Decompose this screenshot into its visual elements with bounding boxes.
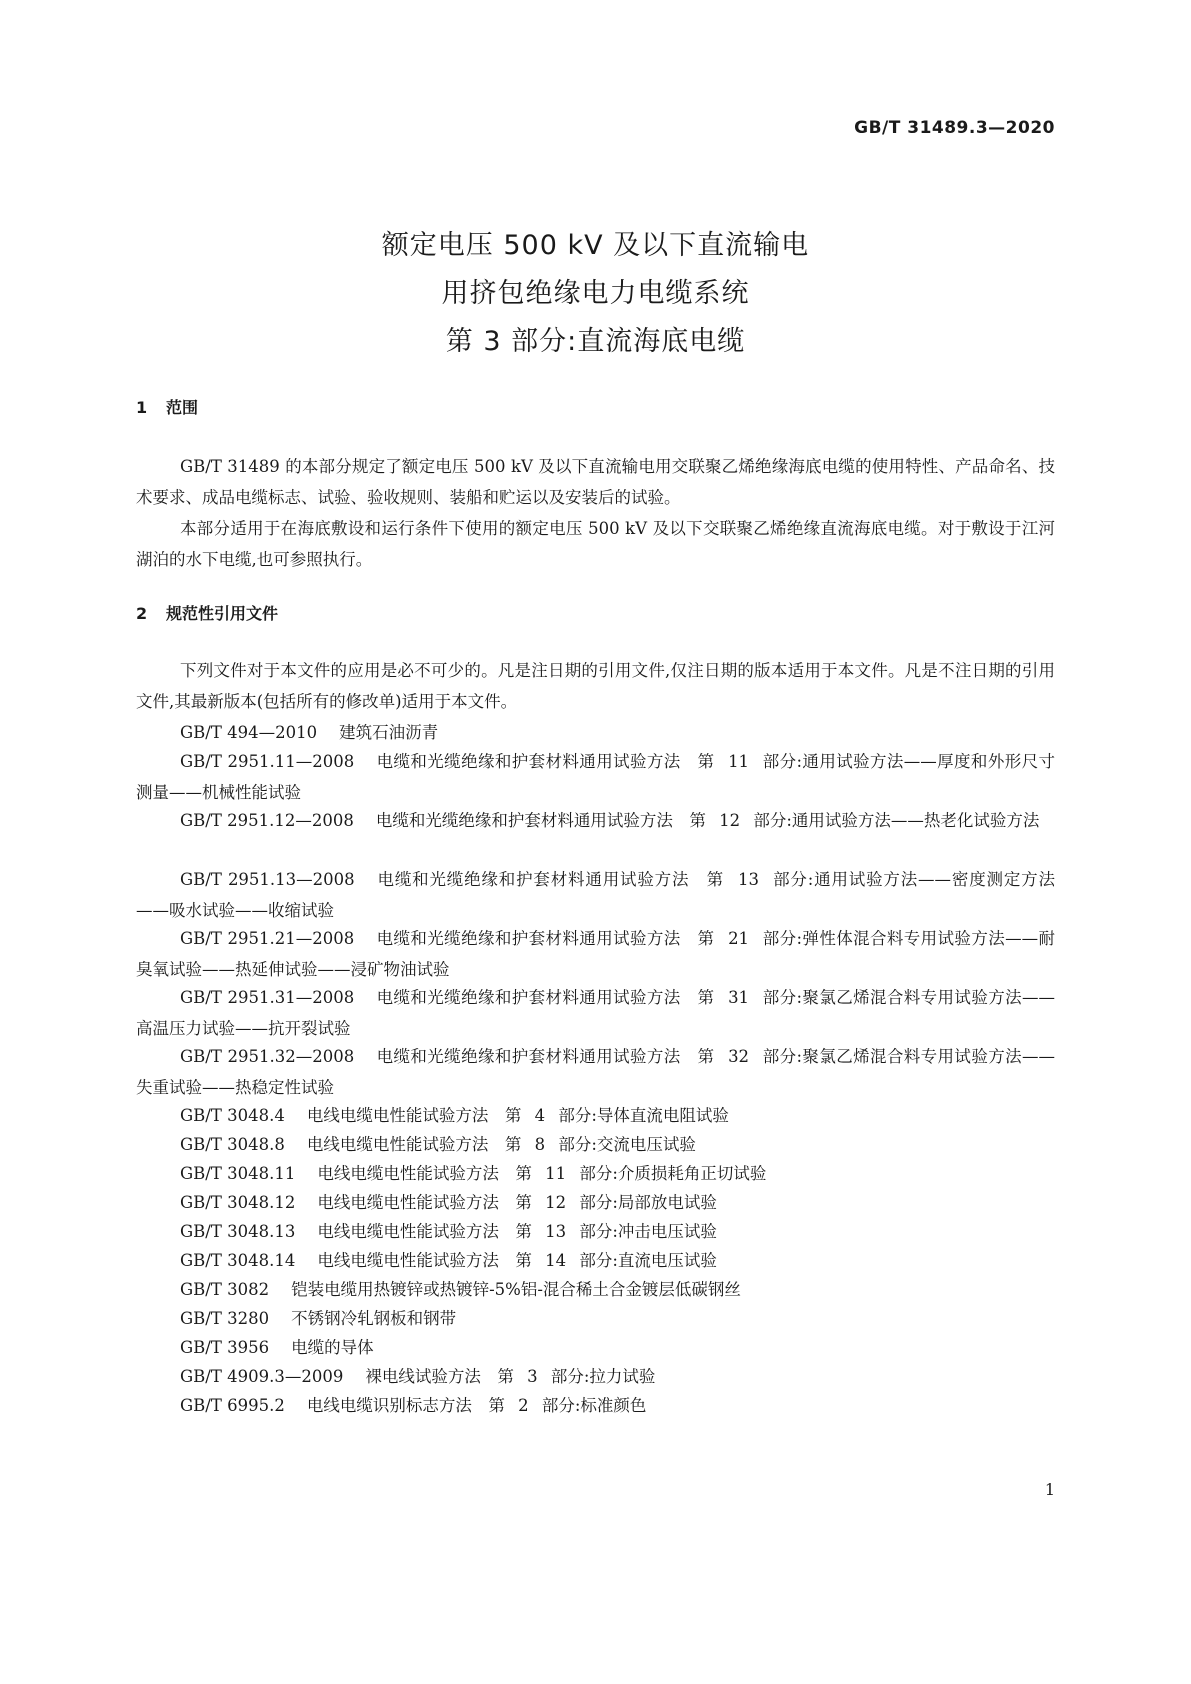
reference-title: 电线电缆电性能试验方法 第 8 部分:交流电压试验 — [306, 1135, 696, 1154]
reference-title: 电线电缆电性能试验方法 第 13 部分:冲击电压试验 — [317, 1222, 717, 1241]
reference-title: 电缆和光缆绝缘和护套材料通用试验方法 第 31 部分:聚氯乙烯混合料专用试验方法——高温压力试验——抗开裂试验 — [136, 988, 1055, 1038]
reference-title: 电线电缆电性能试验方法 第 11 部分:介质损耗角正切试验 — [317, 1164, 767, 1183]
title-line-3: 第 3 部分:直流海底电缆 — [445, 326, 746, 357]
reference-title: 不锈钢冷轧钢板和钢带 — [291, 1309, 457, 1328]
reference-code: GB/T 3048.11 — [180, 1164, 296, 1183]
document-title — [0, 222, 1191, 366]
reference-item — [136, 1361, 1055, 1392]
reference-title: 裸电线试验方法 第 3 部分:拉力试验 — [365, 1367, 656, 1386]
reference-item — [136, 1187, 1055, 1218]
section-number: 2 — [136, 604, 148, 623]
reference-code: GB/T 3956 — [180, 1338, 270, 1357]
reference-title: 电线电缆电性能试验方法 第 12 部分:局部放电试验 — [317, 1193, 717, 1212]
reference-title: 建筑石油沥青 — [339, 723, 439, 742]
reference-item — [136, 1041, 1055, 1103]
reference-code: GB/T 2951.13—2008 — [180, 870, 355, 889]
reference-item — [136, 1303, 1055, 1334]
reference-item — [136, 1100, 1055, 1131]
reference-code: GB/T 4909.3—2009 — [180, 1367, 344, 1386]
page-number: 1 — [1044, 1480, 1055, 1499]
reference-item — [136, 1129, 1055, 1160]
reference-code: GB/T 3048.14 — [180, 1251, 296, 1270]
reference-item — [136, 717, 1055, 748]
reference-code: GB/T 3082 — [180, 1280, 270, 1299]
reference-title: 电缆和光缆绝缘和护套材料通用试验方法 第 32 部分:聚氯乙烯混合料专用试验方法——失重试验——热稳定性试验 — [136, 1047, 1055, 1097]
reference-code: GB/T 3048.12 — [180, 1193, 296, 1212]
reference-title: 电缆和光缆绝缘和护套材料通用试验方法 第 12 部分:通用试验方法——热老化试验方法 — [375, 811, 1040, 830]
scope-paragraph-1: GB/T 31489 的本部分规定了额定电压 500 kV 及以下直流输电用交联聚乙烯绝缘海底电缆的使用特性、产品命名、技术要求、成品电缆标志、试验、验收规则、装船和贮运以及安装后的试验。 — [136, 457, 1055, 507]
reference-item — [136, 1158, 1055, 1189]
reference-code: GB/T 3048.4 — [180, 1106, 285, 1125]
reference-title: 电缆和光缆绝缘和护套材料通用试验方法 第 11 部分:通用试验方法——厚度和外形尺寸测量——机械性能试验 — [136, 752, 1055, 802]
reference-item — [136, 923, 1055, 985]
reference-code: GB/T 494—2010 — [180, 723, 318, 742]
reference-code: GB/T 6995.2 — [180, 1396, 285, 1415]
reference-title: 铠装电缆用热镀锌或热镀锌-5%铝-混合稀土合金镀层低碳钢丝 — [291, 1280, 741, 1299]
reference-title: 电线电缆电性能试验方法 第 14 部分:直流电压试验 — [317, 1251, 717, 1270]
title-line-1: 额定电压 500 kV 及以下直流输电 — [381, 230, 810, 261]
reference-title: 电线电缆电性能试验方法 第 4 部分:导体直流电阻试验 — [306, 1106, 729, 1125]
reference-code: GB/T 2951.32—2008 — [180, 1047, 355, 1066]
reference-code: GB/T 2951.21—2008 — [180, 929, 355, 948]
section-2-heading — [136, 601, 278, 624]
reference-item — [136, 1245, 1055, 1276]
section-1-heading — [136, 395, 198, 418]
reference-code: GB/T 3280 — [180, 1309, 270, 1328]
reference-code: GB/T 3048.13 — [180, 1222, 296, 1241]
reference-code: GB/T 3048.8 — [180, 1135, 285, 1154]
reference-item — [136, 1216, 1055, 1247]
reference-item — [136, 1332, 1055, 1363]
reference-code: GB/T 2951.31—2008 — [180, 988, 355, 1007]
references-intro: 下列文件对于本文件的应用是必不可少的。凡是注日期的引用文件,仅注日期的版本适用于本文件。凡是不注日期的引用文件,其最新版本(包括所有的修改单)适用于本文件。 — [136, 661, 1055, 711]
reference-item — [136, 864, 1055, 926]
reference-title: 电缆的导体 — [291, 1338, 374, 1357]
section-number: 1 — [136, 398, 148, 417]
reference-item — [136, 805, 1055, 836]
standard-code: GB/T 31489.3—2020 — [854, 118, 1055, 138]
section-title: 规范性引用文件 — [166, 604, 279, 623]
reference-code: GB/T 2951.11—2008 — [180, 752, 355, 771]
reference-title: 电缆和光缆绝缘和护套材料通用试验方法 第 13 部分:通用试验方法——密度测定方法——吸水试验——收缩试验 — [136, 870, 1056, 920]
reference-item — [136, 1274, 1055, 1305]
reference-title: 电缆和光缆绝缘和护套材料通用试验方法 第 21 部分:弹性体混合料专用试验方法——耐臭氧试验——热延伸试验——浸矿物油试验 — [136, 929, 1055, 979]
title-line-2: 用挤包绝缘电力电缆系统 — [441, 278, 750, 309]
reference-code: GB/T 2951.12—2008 — [180, 811, 354, 830]
section-title: 范围 — [166, 398, 199, 417]
reference-item — [136, 746, 1055, 808]
scope-paragraph-2: 本部分适用于在海底敷设和运行条件下使用的额定电压 500 kV 及以下交联聚乙烯绝缘直流海底电缆。对于敷设于江河湖泊的水下电缆,也可参照执行。 — [136, 519, 1055, 569]
reference-item — [136, 1390, 1055, 1421]
reference-title: 电线电缆识别标志方法 第 2 部分:标准颜色 — [306, 1396, 647, 1415]
reference-item — [136, 982, 1055, 1044]
